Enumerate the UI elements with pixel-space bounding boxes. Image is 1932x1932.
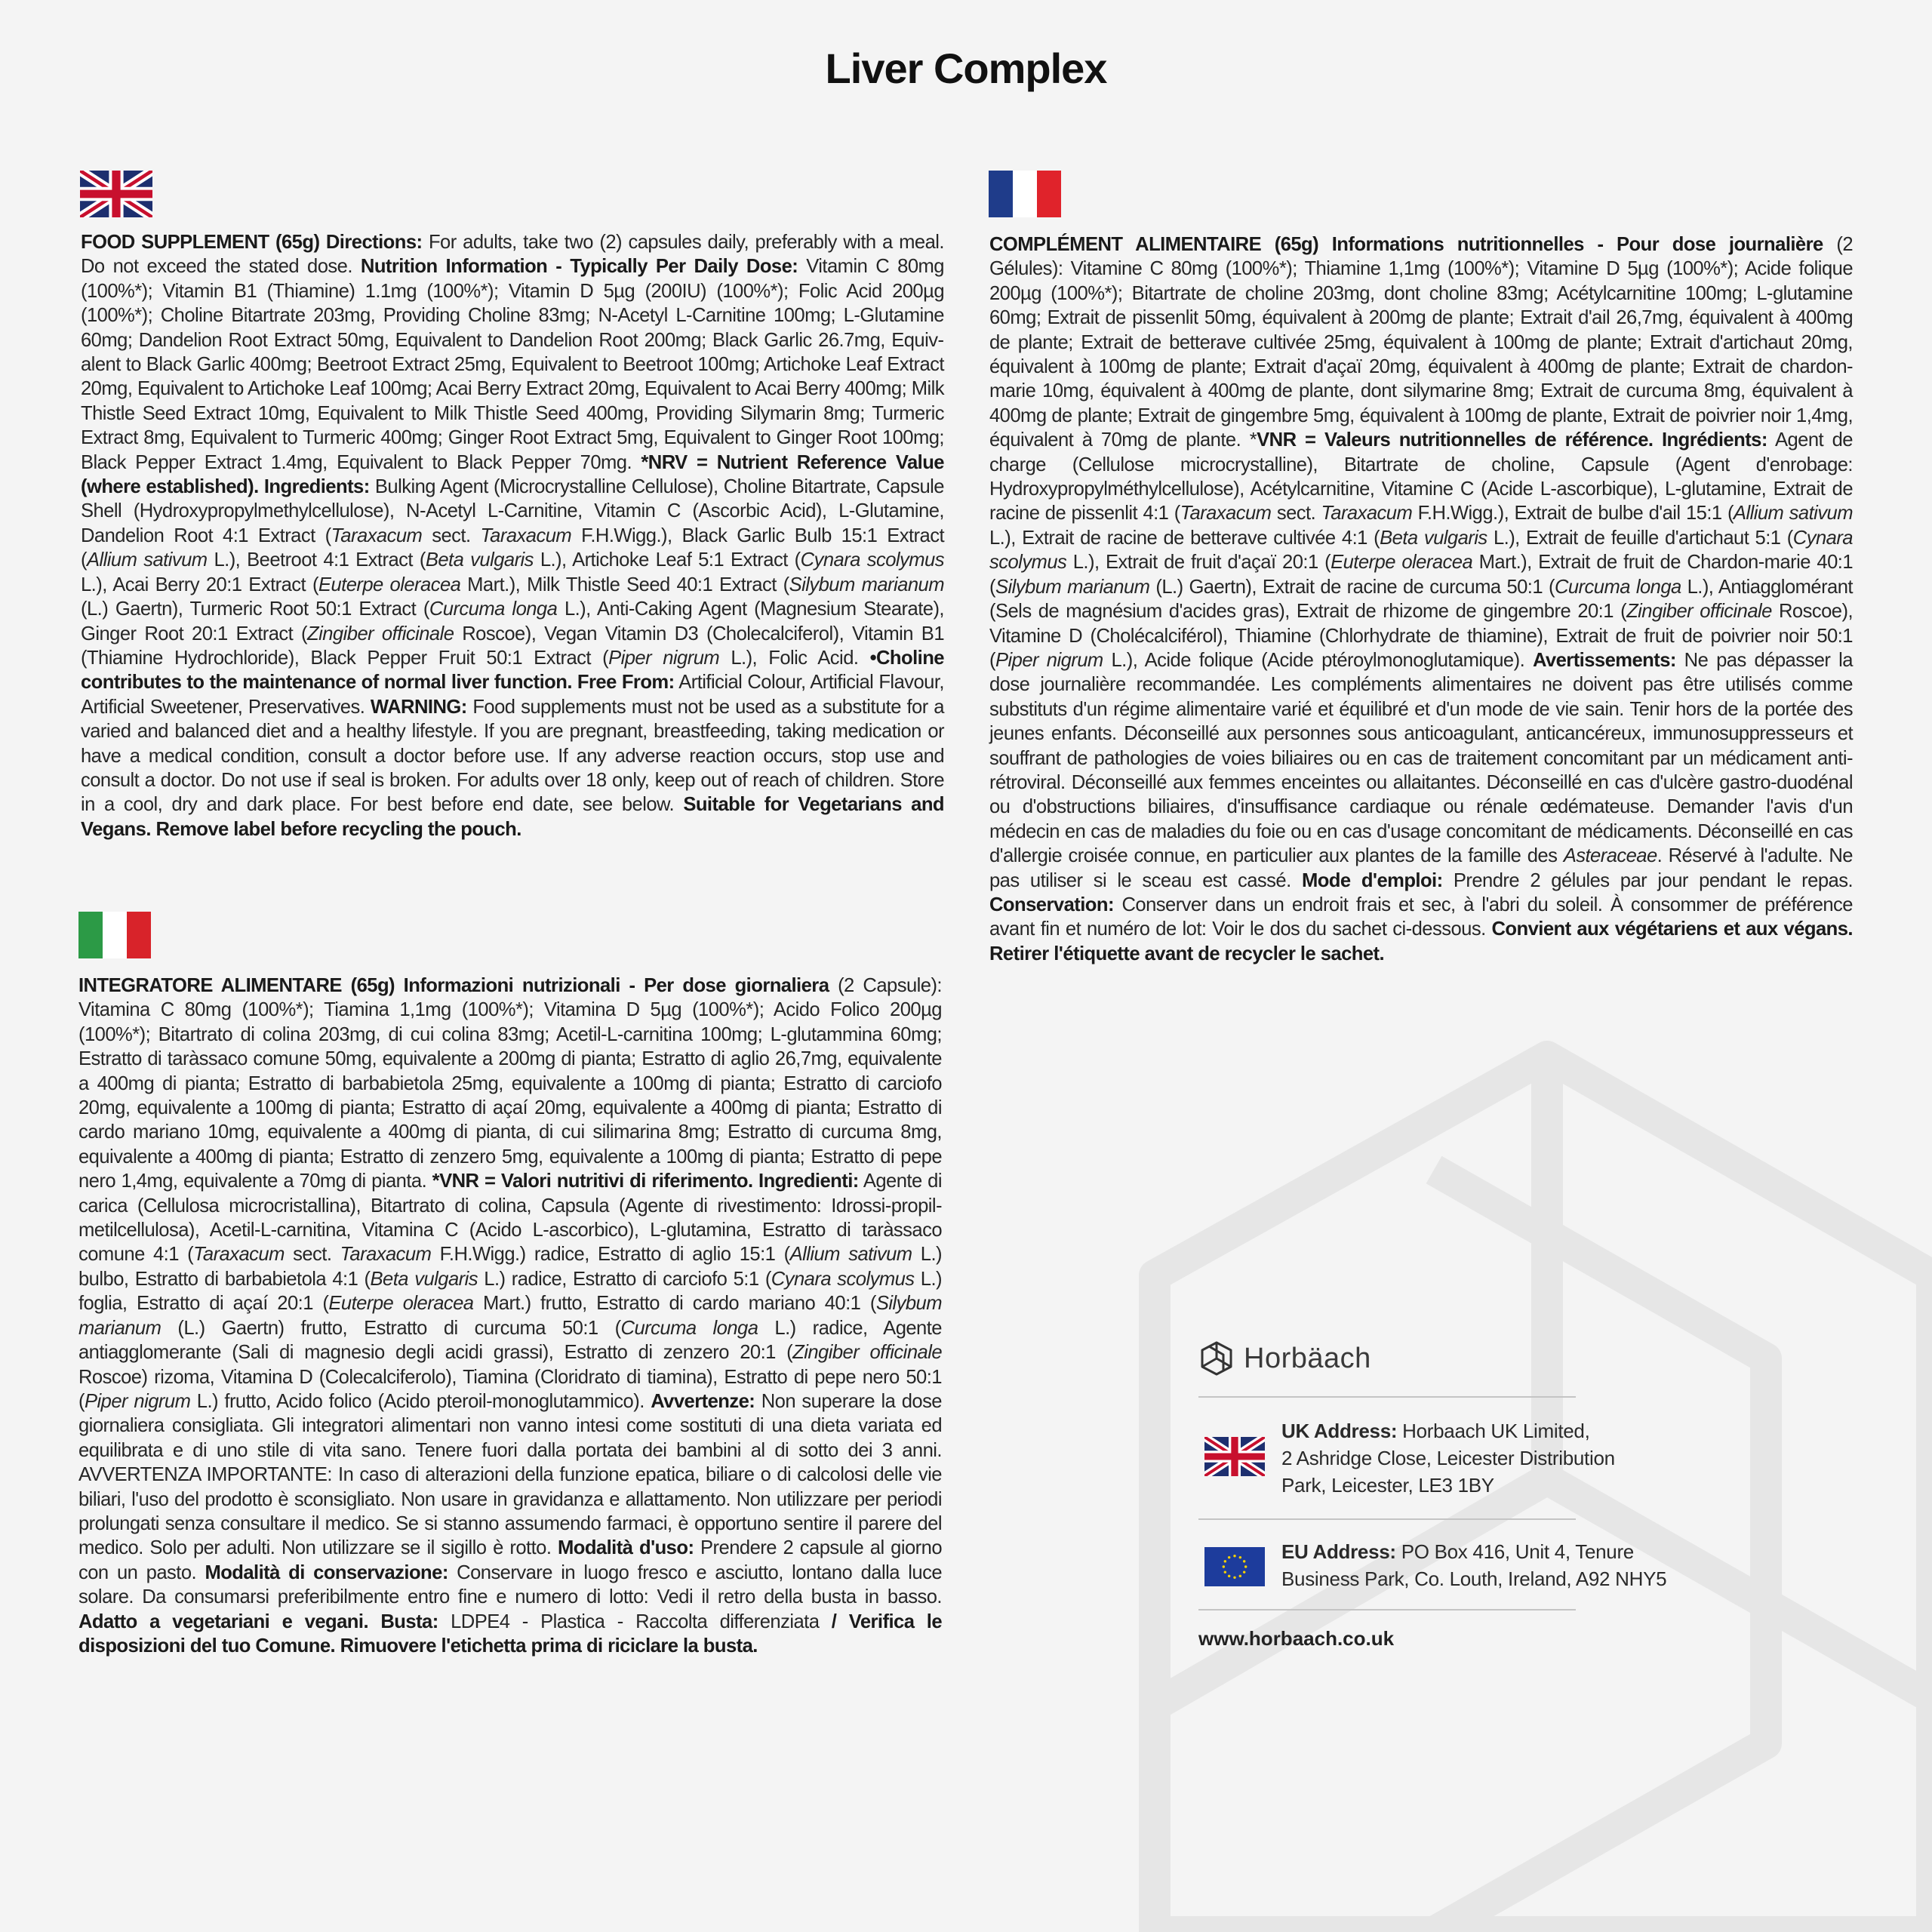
- brand-block: [1198, 1328, 1576, 1389]
- uk-flag-icon: [1204, 1437, 1265, 1476]
- divider: [1198, 1518, 1576, 1520]
- eu-flag-icon: [1204, 1547, 1265, 1586]
- english-label-text: FOOD SUPPLEMENT (65g) Directions: For adults, take two (2) capsules daily, preferably with a meal. Do not exceed the stated dose. Nutrition Information - Typically Per Daily Dose: Vitamin C 80mg (100%*); Vitamin B1 (Thiamine) 1.1mg (100%*); Vitamin D 5µg (200IU) (100%*); Folic Acid 200µg (100%*); Choline Bitartrate 203mg, Providing Choline 83mg; N-Acetyl L-Carnitine 100mg; L-Glutamine 60mg; Dandelion Root Extract 50mg, Equivalent to Dandelion Root 200mg; Black Garlic 26.7mg, Equivalent to Black Garlic 400mg; Beetroot Extract 25mg, Equivalent to Beetroot 100mg; Artichoke Leaf Extract 20mg, Equivalent to Artichoke Leaf 100mg; Acai Berry Extract 20mg, Equivalent to Acai Berry 400mg; Milk Thistle Seed Extract 10mg, Equivalent to Milk Thistle Seed 400mg, Providing Silymarin 8mg; Turmeric Extract 8mg, Equivalent to Turmeric 400mg; Ginger Root Extract 5mg, Equivalent to Ginger Root 100mg; Black Pepper Extract 1.4mg, Equivalent to Black Pepper 70mg. *NRV = Nutrient Reference Value (where established). Ingredients: Bulking Agent (Microcrystalline Cellulose), Choline Bitartrate, Capsule Shell (Hydroxypropylmethylcellulose), N-Acetyl L-Carnitine, Vitamin C (Ascorbic Acid), L-Glutamine, Dandelion Root 4:1 Extract (Taraxacum sect. Taraxacum F.H.Wigg.), Black Garlic Bulb 15:1 Extract (Allium sativum L.), Beetroot 4:1 Extract (Beta vulgaris L.), Artichoke Leaf 5:1 Extract (Cynara scolymus L.), Acai Berry 20:1 Extract (Euterpe oleracea Mart.), Milk Thistle Seed 40:1 Extract (Silybum marianum (L.) Gaertn), Turmeric Root 50:1 Extract (Curcuma longa L.), Anti-Caking Agent (Magnesium Stearate), Ginger Root 20:1 Extract (Zingiber officinale Roscoe), Vegan Vitamin D3 (Cholecalciferol), Vitamin B1 (Thiamine Hydrochloride), Black Pepper Fruit 50:1 Extract (Piper nigrum L.), Folic Acid. •Choline contributes to the maintenance of normal liver function. Free From: Artificial Colour, Artificial Flavour, Artificial Sweetener, Preservatives. WARNING: Food supplements must not be used as a substitute for a varied and balanced diet and a healthy lifestyle. If you are pregnant, breastfeeding, taking medication or have a medical condition, consult a doctor before use. If any adverse reaction occurs, stop use and consult a doctor. Do not use if seal is broken. For adults over 18 only, keep out of reach of children. Store in a cool, dry and dark place. For best before end date, see below. Suitable for Vegetarians and Vegans. Remove label before recycling the pouch.: [81, 232, 945, 840]
- eu-address-label: EU Address:: [1281, 1540, 1396, 1563]
- eu-address-line: PO Box 416, Unit 4, Tenure: [1401, 1540, 1634, 1563]
- uk-address: [1281, 1417, 1615, 1499]
- uk-address-line: Horbaach UK Limited,: [1402, 1420, 1590, 1442]
- brand-name: Horbäach: [1244, 1342, 1371, 1374]
- italy-flag-icon: [78, 912, 151, 958]
- website-link[interactable]: www.horbaach.co.uk: [1198, 1627, 1395, 1650]
- horbaach-logo-icon: [1198, 1340, 1235, 1377]
- uk-address-line: 2 Ashridge Close, Leicester Distribution: [1281, 1447, 1615, 1469]
- divider: [1198, 1609, 1576, 1611]
- uk-address-label: UK Address:: [1281, 1420, 1398, 1442]
- france-flag-icon: [989, 171, 1061, 217]
- uk-address-line: Park, Leicester, LE3 1BY: [1281, 1474, 1494, 1497]
- uk-flag-icon: [80, 171, 152, 217]
- page-title: Liver Complex: [825, 45, 1107, 92]
- italian-label-text: INTEGRATORE ALIMENTARE (65g) Informazioni nutrizionali - Per dose giornaliera (2 Capsule): Vitamina C 80mg (100%*); Tiamina 1,1mg (100%*); Vitamina D 5µg (100%*); Acido Folico 200µg (100%*); Bitartrato di colina 203mg, di cui colina 83mg; Acetil-L-carnitina 100mg; L-glutammina 60mg; Estratto di taràssaco comune 50mg, equivalente a 200mg di pianta; Estratto di aglio 26,7mg, equivalente a 400mg di pianta; Estratto di barbabietola 25mg, equivalente a 100mg di pianta; Estratto di carciofo 20mg, equivalente a 100mg di pianta; Estratto di açaí 20mg, equivalente a 400mg di pianta; Estratto di cardo mariano 10mg, equivalente a 400mg di pianta, di cui silimarina 8mg; Estratto di curcuma 8mg, equivalente a 400mg di pianta; Estratto di zenzero 5mg, equivalente a 100mg di pianta; Estratto di pepe nero 1,4mg, equivalente a 70mg di pianta. *VNR = Valori nutritivi di riferimento. Ingredienti: Agente di carica (Cellulosa microcristallina), Bitartrato di colina, Capsula (Agente di rivestimento: Idrossi-propil-metilcellulosa), Acetil-L-carnitina, Vitamina C (Acido L-ascorbico), L-glutamina, Estratto di taràssaco comune 4:1 (Taraxacum sect. Taraxacum F.H.Wigg.) radice, Estratto di aglio 15:1 (Allium sativum L.) bulbo, Estratto di barbabietola 4:1 (Beta vulgaris L.) radice, Estratto di carciofo 5:1 (Cynara scolymus L.) foglia, Estratto di açaí 20:1 (Euterpe oleracea Mart.) frutto, Estratto di cardo mariano 40:1 (Silybum marianum (L.) Gaertn) frutto, Estratto di curcuma 50:1 (Curcuma longa L.) radice, Agente antiagglomerante (Sali di magnesio degli acidi grassi), Estratto di zenzero 20:1 (Zingiber officinale Roscoe) rizoma, Vitamina D (Colecalciferolo), Tiamina (Cloridrato di tiamina), Estratto di pepe nero 50:1 (Piper nigrum L.) frutto, Acido folico (Acido pteroil-monoglutammico). Avvertenze: Non superare la dose giornaliera consigliata. Gli integratori alimentari non vanno intesi come sostituti di una dieta variata ed equilibrata e di uno stile di vita sano. Tenere fuori dalla portata dei bambini al di sotto dei 3 anni. AVVERTENZA IMPORTANTE: In caso di alterazioni della funzione epatica, biliare o di calcolosi delle vie biliari, l'uso del prodotto è sconsigliato. Non usare in gravidanza e allattamento. Non utilizzare per periodi prolungati senza consultare il medico. Se si stanno assumendo farmaci, è opportuno sentire il parere del medico. Solo per adulti. Non utilizzare se il sigillo è rotto. Modalità d'uso: Prendere 2 capsule al giorno con un pasto. Modalità di conservazione: Conservare in luogo fresco e asciutto, lontano dalla luce solare. Da consumarsi preferibilmente entro fine e numero di lotto: Vedi il retro della busta in basso. Adatto a vegetariani e vegani. Busta: LDPE4 - Plastica - Raccolta differenziata / Verifica le disposizioni del tuo Comune. Rimuovere l'etichetta prima di riciclare la busta.: [78, 975, 943, 1657]
- eu-address: [1281, 1538, 1666, 1592]
- french-label-text: COMPLÉMENT ALIMENTAIRE (65g) Informations nutritionnelles - Pour dose journalière (2 Gélules): Vitamine C 80mg (100%*); Thiamine 1,1mg (100%*); Vitamine D 5µg (100%*); Acide folique 200µg (100%*); Bitartrate de choline 203mg, dont choline 83mg; Acétylcarnitine 100mg; L-glutamine 60mg; Extrait de pissenlit 50mg, équivalent à 200mg de plante; Extrait d'ail 26,7mg, équivalent à 400mg de plante; Extrait de betterave cultivée 25mg, équivalent à 100mg de plante; Extrait d'artichaut 20mg, équivalent à 100mg de plante; Extrait d'açaï 20mg, équivalent à 400mg de plante; Extrait de chardon-marie 10mg, équivalent à 400mg de plante, dont silymarine 8mg; Extrait de curcuma 8mg, équivalent à 400mg de plante; Extrait de gingembre 5mg, équivalent à 100mg de plante, Extrait de poivrier noir 1,4mg, équivalent à 70mg de plante. *VNR = Valeurs nutritionnelles de référence. Ingrédients: Agent de charge (Cellulose microcrystalline), Bitartrate de choline, Capsule (Agent d'enrobage: Hydroxypropylméthylcellulose), Acétylcarnitine, Vitamine C (Acide L-ascorbique), L-glutamine, Extrait de racine de pissenlit 4:1 (Taraxacum sect. Taraxacum F.H.Wigg.), Extrait de bulbe d'ail 15:1 (Allium sativum L.), Extrait de racine de betterave cultivée 4:1 (Beta vulgaris L.), Extrait de feuille d'artichaut 5:1 (Cynara scolymus L.), Extrait de fruit d'açaï 20:1 (Euterpe oleracea Mart.), Extrait de fruit de Chardon-marie 40:1 (Silybum marianum (L.) Gaertn), Extrait de racine de curcuma 50:1 (Curcuma longa L.), Antiagglomérant (Sels de magnésium d'acides gras), Extrait de rhizome de gingembre 20:1 (Zingiber officinale Roscoe), Vitamine D (Cholécalciférol), Thiamine (Chlorhydrate de thiamine), Extrait de fruit de poivrier noir 50:1 (Piper nigrum L.), Acide folique (Acide ptéroylmonoglutamique). Avertissements: Ne pas dépasser la dose journalière recommandée. Les compléments alimentaires ne doivent pas être utilisés comme substituts d'un régime alimentaire varié et équilibré et d'un mode de vie sain. Tenir hors de la portée des jeunes enfants. Déconseillé aux personnes sous anticoagulant, anticancéreux, immunosuppresseurs et souffrant de pathologies de voies biliaires ou en cas de traitement concomitant par un médicament anti-rétroviral. Déconseillé aux femmes enceintes ou allaitantes. Déconseillé en cas d'ulcère gastro-duodénal ou d'obstructions biliaires, d'insuffisance cardiaque ou rénale œdémateuse. Demander l'avis d'un médecin en cas de maladies du foie ou en cas d'usage concomitant de médicaments. Déconseillé en cas d'allergie croisée connue, en particulier aux plantes de la famille des Asteraceae. Réservé à l'adulte. Ne pas utiliser si le sceau est cassé. Mode d'emploi: Prendre 2 gélules par jour pendant le repas. Conservation: Conserver dans un endroit frais et sec, à l'abri du soleil. À consommer de préférence avant fin et numéro de lot: Voir le dos du sachet ci-dessous. Convient aux végétariens et aux végans. Retirer l'étiquette avant de recycler le sachet.: [989, 234, 1854, 964]
- divider: [1198, 1396, 1576, 1398]
- eu-address-line: Business Park, Co. Louth, Ireland, A92 NHY5: [1281, 1567, 1667, 1590]
